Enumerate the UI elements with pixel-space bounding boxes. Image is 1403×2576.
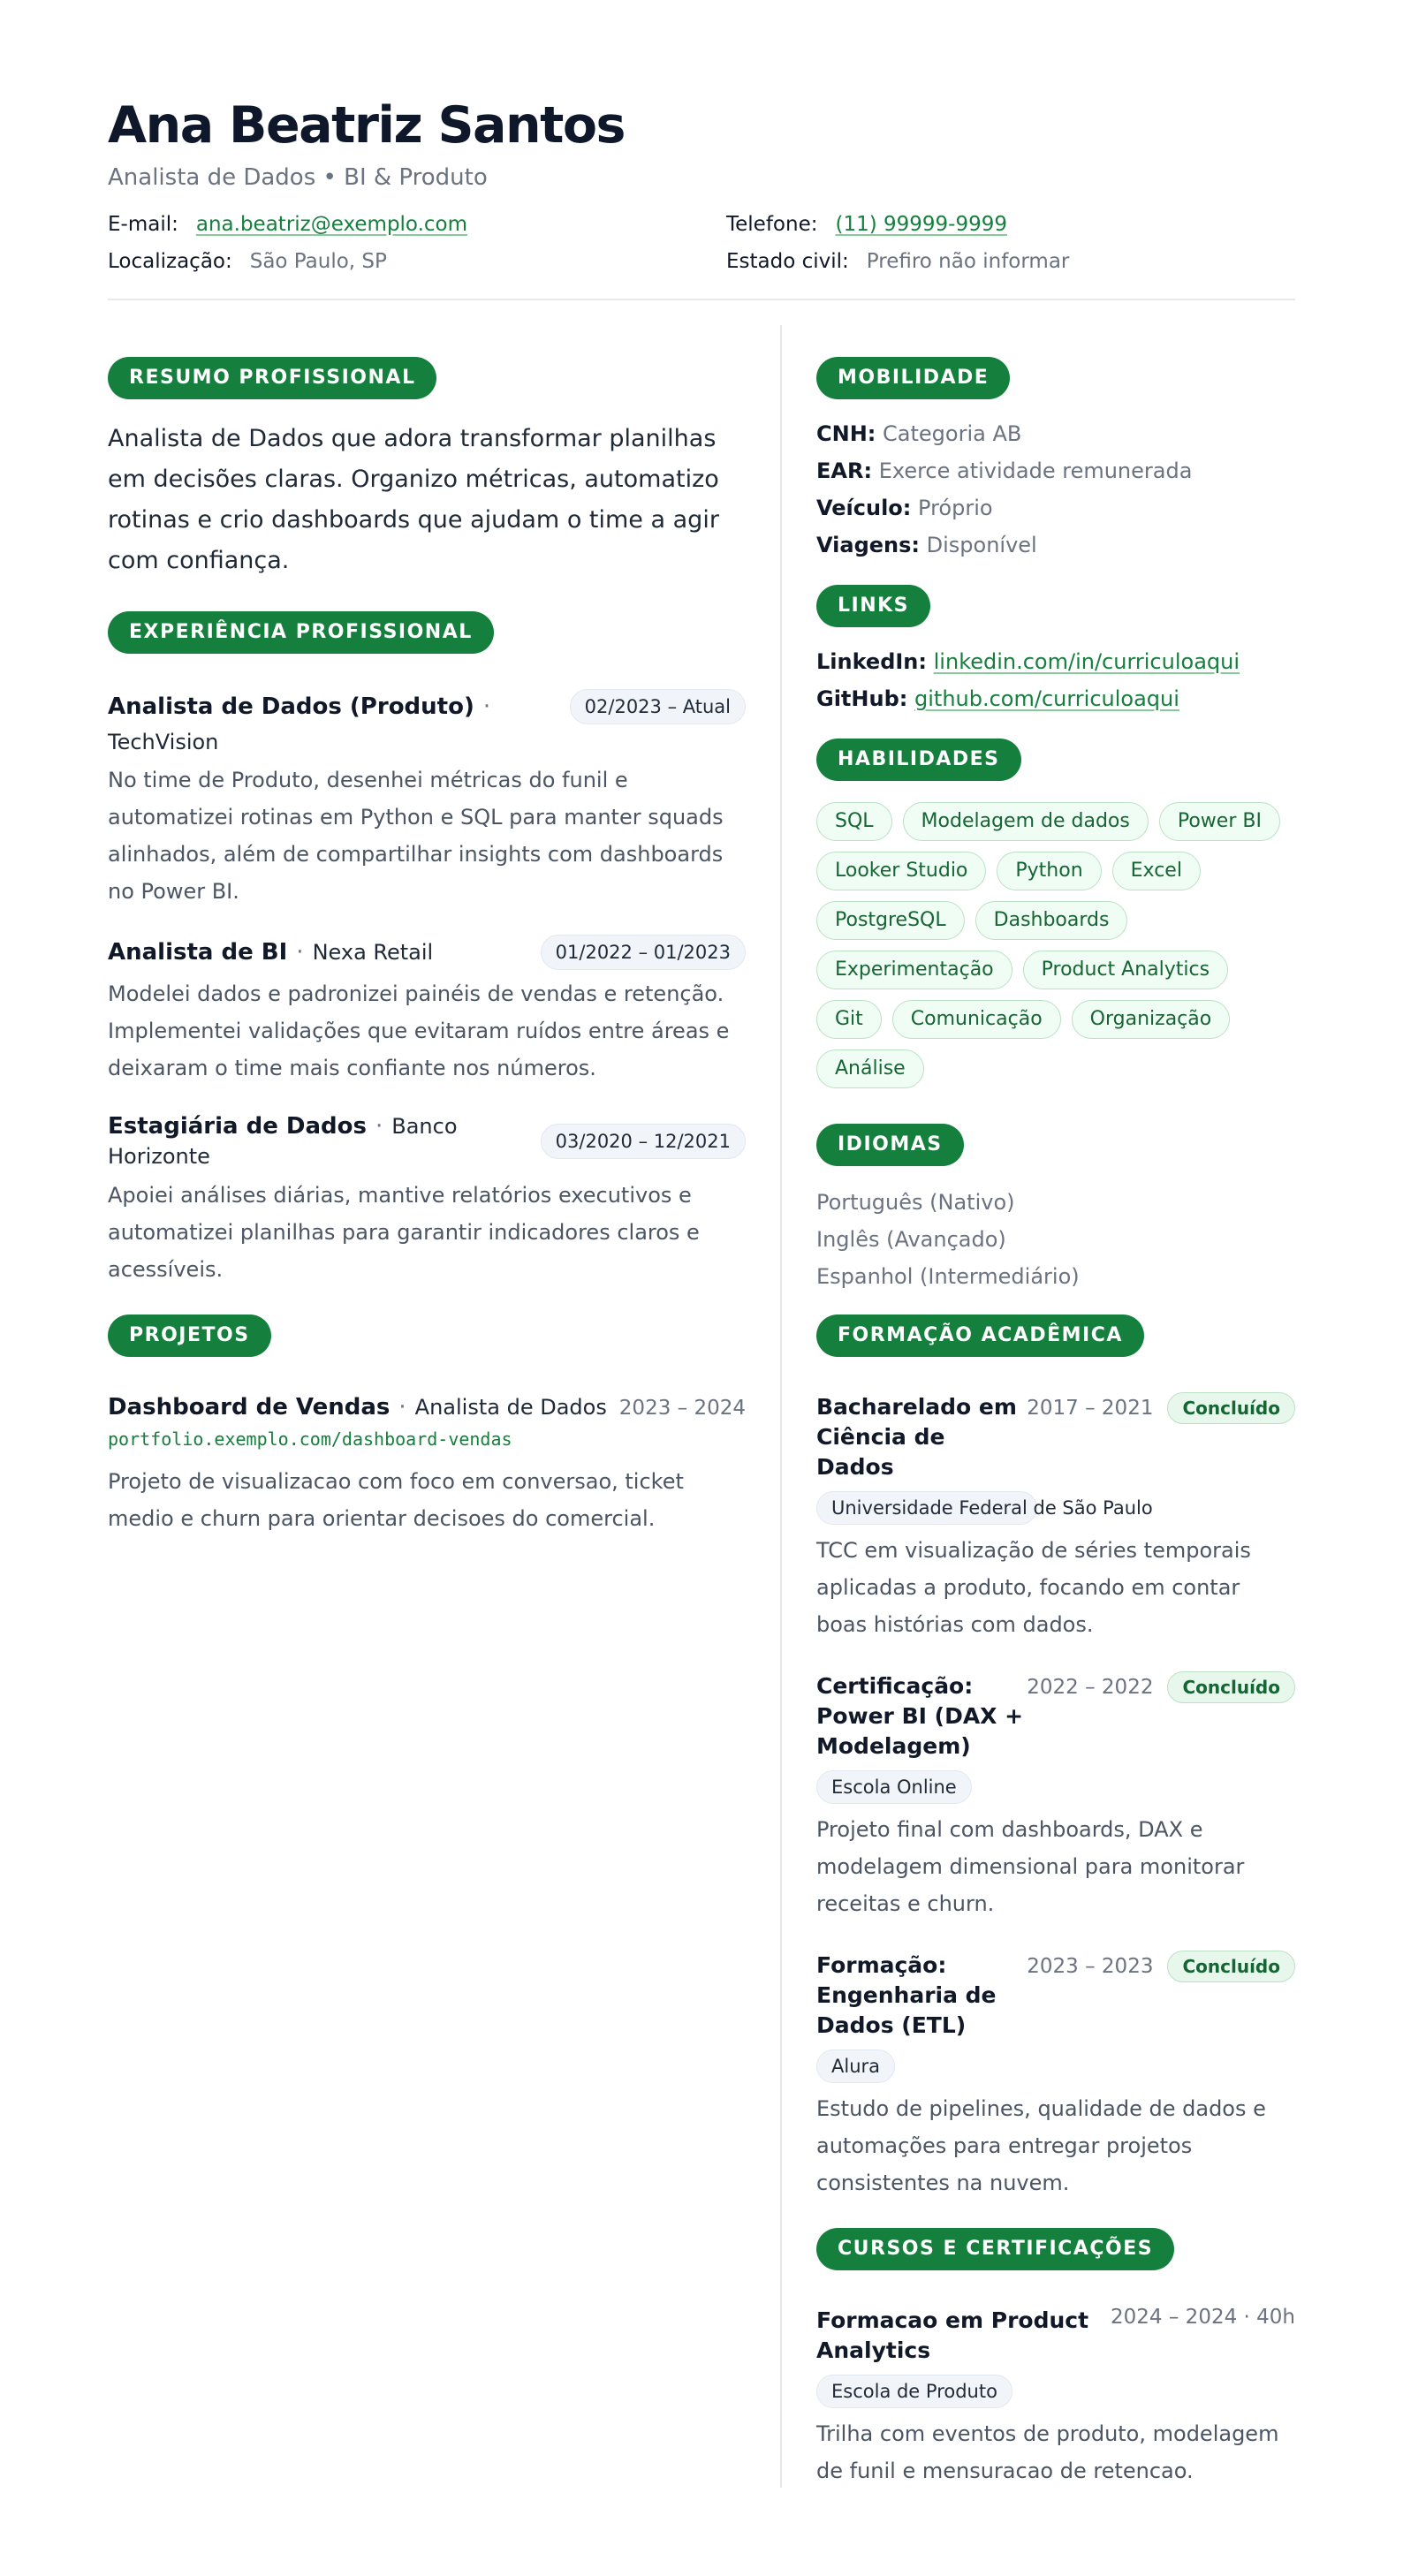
skill-tag: PostgreSQL [816,901,965,940]
separator-dot: · [296,939,304,966]
skill-tag: Comunicação [892,1000,1061,1039]
location-value: São Paulo, SP [249,250,387,273]
mobility-value: Próprio [918,496,993,520]
civil-status-label: Estado civil: [726,250,849,273]
experience-item [108,689,746,910]
education-institution: Escola Online [816,1770,972,1804]
skill-tag: Git [816,1000,882,1039]
project-role: Analista de Dados [414,1395,607,1420]
resume-header [108,95,1295,300]
contact-phone [726,210,1292,239]
section-languages-heading: IDIOMAS [816,1124,964,1166]
course-date: 2024 – 2024 · 40h [1111,2306,1295,2329]
experience-item [108,1111,746,1288]
skill-tag: Excel [1112,852,1201,890]
experience-description: No time de Produto, desenhei métricas do funil e automatizei rotinas em Python e SQL para manter squads alinhados, além de compartilhar insights com dashboards no Power BI. [108,768,724,904]
education-institution: Alura [816,2049,895,2083]
project-url-link[interactable]: portfolio.exemplo.com/dashboard-vendas [108,1428,512,1450]
section-links-heading: LINKS [816,585,930,627]
project-description: Projeto de visualizacao com foco em conversao, ticket medio e churn para orientar decisoes do comercial. [108,1469,684,1531]
project-item [108,1392,746,1537]
mobility-list [816,415,1295,564]
mobility-value: Categoria AB [883,421,1022,446]
skill-tag: Looker Studio [816,852,986,890]
column-divider [780,325,782,2488]
experience-date: 01/2022 – 01/2023 [541,935,746,970]
section-mobility-heading: MOBILIDADE [816,357,1010,399]
mobility-item [816,489,1295,527]
project-title: Dashboard de Vendas [108,1394,391,1421]
links-list [816,643,1295,717]
course-institution: Escola de Produto [816,2375,1012,2408]
civil-status-value: Prefiro não informar [866,250,1070,273]
mobility-label: Viagens: [816,533,920,557]
education-item [816,1671,1295,1922]
link-label: LinkedIn: [816,649,927,674]
experience-company: Nexa Retail [312,940,434,965]
education-item [816,1951,1295,2201]
candidate-subtitle: Analista de Dados • BI & Produto [108,164,488,191]
skill-tag: Python [997,852,1101,890]
section-summary-heading: RESUMO PROFISSIONAL [108,357,436,399]
language-item: Inglês (Avançado) [816,1227,1006,1252]
project-date: 2023 – 2024 [618,1397,746,1420]
mobility-label: CNH: [816,421,876,446]
skill-tag: Análise [816,1049,924,1088]
skill-tag: Modelagem de dados [903,802,1149,841]
location-label: Localização: [108,250,232,273]
experience-title: Analista de BI [108,939,288,966]
mobility-item [816,415,1295,452]
education-description: Projeto final com dashboards, DAX e modelagem dimensional para monitorar receitas e churn. [816,1817,1245,1916]
course-title: Formacao em Product Analytics [816,2307,1089,2363]
education-status-badge: Concluído [1167,1951,1295,1982]
experience-date: 03/2020 – 12/2021 [541,1124,746,1159]
contact-info [108,210,1295,276]
education-title: Certificação: Power BI (DAX + Modelagem) [816,1673,1024,1759]
resume-columns [108,325,1295,2483]
mobility-value: Disponível [926,533,1037,557]
separator-dot: · [398,1394,406,1421]
education-description: TCC em visualização de séries temporais aplicadas a produto, focando em contar boas histórias com dados. [816,1538,1251,1637]
mobility-label: EAR: [816,458,873,483]
skill-tag: SQL [816,802,892,841]
section-projects-heading: PROJETOS [108,1315,271,1357]
education-date: 2017 – 2021 [1027,1397,1154,1420]
education-title: Bacharelado em Ciência de Dados [816,1394,1017,1480]
contact-location [108,247,726,276]
experience-title: Analista de Dados (Produto) [108,693,474,720]
skill-tag: Power BI [1159,802,1280,841]
skill-tag: Product Analytics [1023,951,1228,989]
mobility-item [816,452,1295,489]
header-divider [108,299,1295,300]
email-link[interactable]: ana.beatriz@exemplo.com [195,213,468,236]
course-description: Trilha com eventos de produto, modelagem de funil e mensuracao de retencao. [816,2421,1279,2483]
experience-title: Estagiária de Dados [108,1113,367,1140]
language-item: Espanhol (Intermediário) [816,1264,1080,1289]
language-item: Português (Nativo) [816,1190,1015,1215]
skills-list [816,802,1295,1088]
skill-tag: Experimentação [816,951,1012,989]
separator-dot: · [482,693,491,720]
section-experience-heading: EXPERIÊNCIA PROFISSIONAL [108,611,494,654]
separator-dot: · [375,1113,383,1140]
section-education-heading: FORMAÇÃO ACADÊMICA [816,1315,1144,1357]
course-item [816,2306,1295,2489]
mobility-item [816,527,1295,564]
contact-email [108,210,726,239]
experience-item [108,935,746,1087]
link-item [816,643,1295,680]
languages-list [816,1184,1295,1295]
education-date: 2023 – 2023 [1027,1955,1154,1978]
education-description: Estudo de pipelines, qualidade de dados e automações para entregar projetos consistentes na nuvem. [816,2096,1266,2195]
github-link[interactable]: github.com/curriculoaqui [914,686,1179,711]
left-column [108,325,746,1537]
mobility-value: Exerce atividade remunerada [878,458,1193,483]
education-institution: Universidade Federal de São Paulo [816,1491,1037,1525]
link-label: GitHub: [816,686,908,711]
experience-company: Banco Horizonte [108,1114,458,1169]
section-skills-heading: HABILIDADES [816,739,1021,781]
experience-description: Apoiei análises diárias, mantive relatórios executivos e automatizei planilhas para garantir indicadores claros e acessíveis. [108,1183,700,1282]
right-column [816,325,1295,2489]
phone-label: Telefone: [726,213,818,236]
experience-company: TechVision [108,730,219,754]
skill-tag: Organização [1072,1000,1231,1039]
phone-link[interactable]: (11) 99999-9999 [835,213,1008,236]
contact-civil-status [726,247,1292,276]
education-title: Formação: Engenharia de Dados (ETL) [816,1952,997,2038]
skill-tag: Dashboards [975,901,1128,940]
email-label: E-mail: [108,213,178,236]
candidate-name: Ana Beatriz Santos [108,96,625,155]
linkedin-link[interactable]: linkedin.com/in/curriculoaqui [933,649,1240,674]
education-date: 2022 – 2022 [1027,1676,1154,1699]
education-item [816,1392,1295,1643]
experience-description: Modelei dados e padronizei painéis de vendas e retenção. Implementei validações que evitaram ruídos entre áreas e deixaram o time mais confiante nos números. [108,981,730,1080]
education-status-badge: Concluído [1167,1671,1295,1703]
summary-text: Analista de Dados que adora transformar planilhas em decisões claras. Organizo métricas, automatizo rotinas e crio dashboards que ajudam o time a agir com confiança. [108,425,719,574]
experience-date: 02/2023 – Atual [570,689,746,724]
mobility-label: Veículo: [816,496,912,520]
education-status-badge: Concluído [1167,1392,1295,1424]
section-courses-heading: CURSOS E CERTIFICAÇÕES [816,2228,1174,2270]
link-item [816,680,1295,717]
